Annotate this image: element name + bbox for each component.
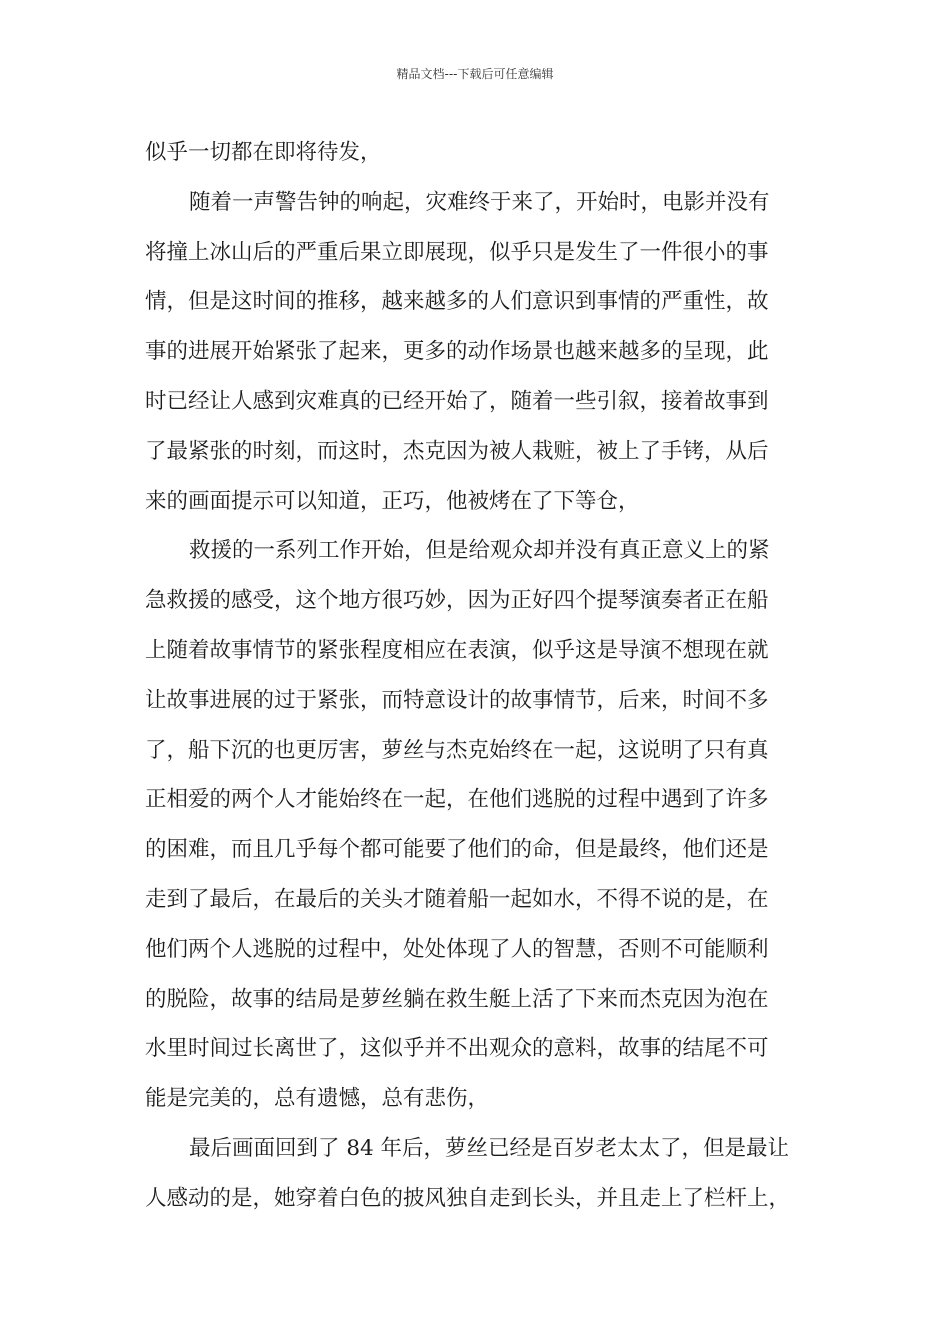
body-text <box>145 128 810 1224</box>
text-line: 最后画面回到了 84 年后，萝丝已经是百岁老太太了，但是最让 <box>189 1135 790 1161</box>
text-line: 走到了最后，在最后的关头才随着船一起如水，不得不说的是，在 <box>145 886 769 912</box>
text-line: 让故事进展的过于紧张，而特意设计的故事情节，后来，时间不多 <box>145 687 769 713</box>
text-line: 时已经让人感到灾难真的已经开始了，随着一些引叙，接着故事到 <box>145 388 769 414</box>
text-line: 情，但是这时间的推移，越来越多的人们意识到事情的严重性，故 <box>145 289 769 315</box>
page-header: 精品文档---下载后可任意编辑 <box>396 67 554 81</box>
text-line: 来的画面提示可以知道，正巧，他被烤在了下等仓， <box>145 488 640 514</box>
text-line: 了，船下沉的也更厉害，萝丝与杰克始终在一起，这说明了只有真 <box>145 737 769 763</box>
text-line: 随着一声警告钟的响起，灾难终于来了，开始时，电影并没有 <box>189 189 770 215</box>
text-line: 能是完美的，总有遗憾，总有悲伤， <box>145 1086 490 1112</box>
text-line: 的困难，而且几乎每个都可能要了他们的命，但是最终，他们还是 <box>145 837 769 863</box>
text-line: 了最紧张的时刻，而这时，杰克因为被人栽赃，被上了手铐，从后 <box>145 438 769 464</box>
text-line: 将撞上冰山后的严重后果立即展现，似乎只是发生了一件很小的事 <box>145 239 769 265</box>
text-line: 他们两个人逃脱的过程中，处处体现了人的智慧，否则不可能顺利 <box>145 936 769 962</box>
text-line: 上随着故事情节的紧张程度相应在表演，似乎这是导演不想现在就 <box>145 637 769 663</box>
text-line: 急救援的感受，这个地方很巧妙，因为正好四个提琴演奏者正在船 <box>145 588 769 614</box>
text-line: 水里时间过长离世了，这似乎并不出观众的意料，故事的结尾不可 <box>145 1036 769 1062</box>
text-line: 事的进展开始紧张了起来，更多的动作场景也越来越多的呈现，此 <box>145 339 769 365</box>
text-line: 人感动的是，她穿着白色的披风独自走到长头，并且走上了栏杆上， <box>145 1185 791 1211</box>
text-line: 似乎一切都在即将待发， <box>145 140 382 165</box>
text-line: 正相爱的两个人才能始终在一起，在他们逃脱的过程中遇到了许多 <box>145 787 769 813</box>
text-line: 救援的一系列工作开始，但是给观众却并没有真正意义上的紧 <box>189 538 770 564</box>
text-line: 的脱险，故事的结局是萝丝躺在救生艇上活了下来而杰克因为泡在 <box>145 986 769 1012</box>
